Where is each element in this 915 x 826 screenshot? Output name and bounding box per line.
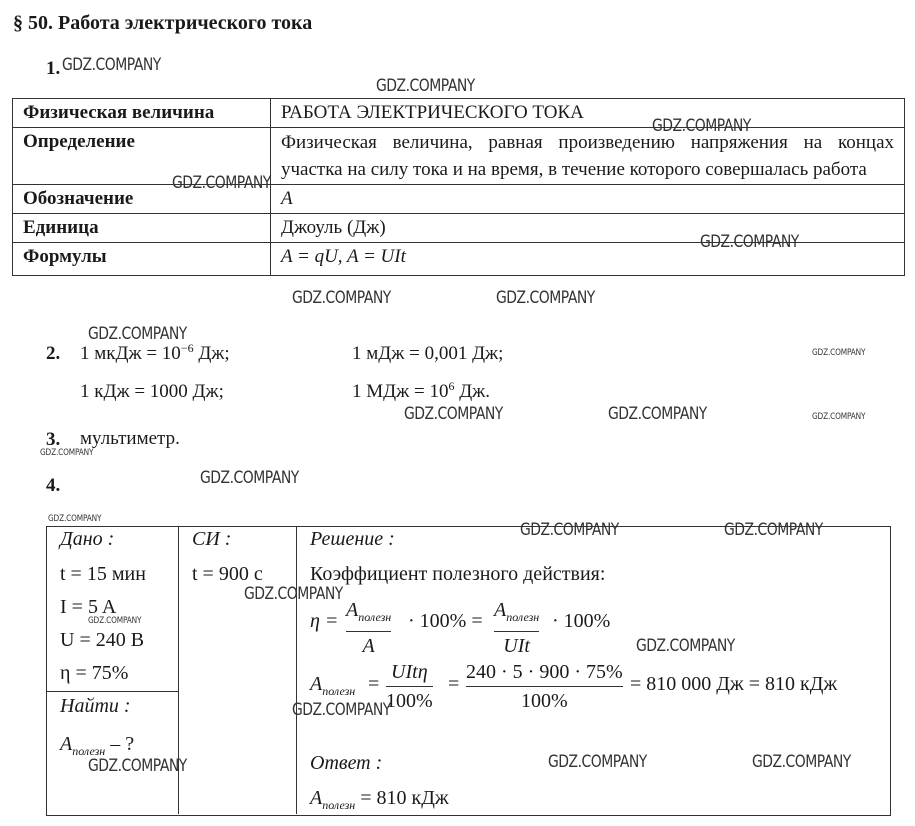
watermark: GDZ.COMPANY (48, 514, 102, 524)
find-header: Найти : (60, 695, 131, 717)
column-divider (296, 526, 297, 814)
watermark: GDZ.COMPANY (88, 324, 187, 344)
watermark: GDZ.COMPANY (636, 636, 735, 656)
eq2-equals-2: = (448, 673, 460, 695)
given-item: I = 5 A (60, 596, 117, 618)
given-item: U = 240 B (60, 629, 145, 651)
row-header: Обозначение (13, 185, 271, 214)
watermark: GDZ.COMPANY (88, 616, 142, 626)
eq1-end: · 100% (552, 610, 611, 632)
table-row (13, 99, 905, 128)
page-title: § 50. Работа электрического тока (13, 12, 313, 34)
watermark: GDZ.COMPANY (292, 288, 391, 308)
given-item: η = 75% (60, 662, 129, 684)
eq2-fraction-2: 240 · 5 · 900 · 75% 100% (466, 661, 623, 712)
row-header: Единица (13, 214, 271, 243)
equation-mj: 1 МДж = $10^6$ Дж. (352, 379, 491, 402)
row-header: Физическая величина (13, 99, 271, 128)
eq1-fraction-1: $A_{полезн}$ A (346, 599, 392, 657)
row-value: A = qU, A = UIt (271, 243, 905, 276)
row-value: Джоуль (Дж) (271, 214, 905, 243)
watermark: GDZ.COMPANY (700, 232, 799, 252)
watermark: GDZ.COMPANY (292, 700, 391, 720)
watermark: GDZ.COMPANY (244, 584, 343, 604)
row-value: Физическая величина, равная произведению напряжения на концах участка на силу тока и на время, в течение которого совершалась работа (271, 128, 905, 185)
task-3-answer: мультиметр. (80, 428, 180, 449)
table-row (13, 128, 905, 185)
watermark: GDZ.COMPANY (812, 412, 866, 422)
watermark: GDZ.COMPANY (40, 448, 94, 458)
eq1-lhs: η = (310, 610, 339, 632)
equation-mj-small: 1 мДж = 0,001 Дж; (352, 343, 504, 364)
watermark: GDZ.COMPANY (496, 288, 595, 308)
si-header: СИ : (192, 528, 232, 550)
row-header: Формулы (13, 243, 271, 276)
solution-intro: Коэффициент полезного действия: (310, 563, 606, 585)
row-value: РАБОТА ЭЛЕКТРИЧЕСКОГО ТОКА (271, 99, 905, 128)
watermark: GDZ.COMPANY (812, 348, 866, 358)
find-item: $A_{полезн}$ – ? (60, 733, 135, 758)
row-header: Определение (13, 128, 271, 185)
watermark: GDZ.COMPANY (752, 752, 851, 772)
eq2-equals: = (368, 673, 380, 695)
watermark: GDZ.COMPANY (200, 468, 299, 488)
watermark: GDZ.COMPANY (548, 752, 647, 772)
table-row (13, 185, 905, 214)
task-4-number: 4. (46, 475, 61, 496)
watermark: GDZ.COMPANY (88, 756, 187, 776)
si-value: t = 900 с (192, 563, 263, 585)
solution-header: Решение : (310, 528, 395, 550)
eq2-fraction-1: UItη 100% (386, 661, 433, 712)
task-1-number: 1. (46, 58, 61, 79)
watermark: GDZ.COMPANY (172, 173, 271, 193)
given-item: t = 15 мин (60, 563, 146, 585)
equation-mkj: 1 мкДж = $10^{-6}$ Дж; (80, 341, 230, 364)
watermark: GDZ.COMPANY (724, 520, 823, 540)
watermark: GDZ.COMPANY (376, 76, 475, 96)
answer-value: $A_{полезн} = 810$ кДж (310, 787, 449, 812)
eq2-lhs: $A_{полезн}$ (310, 673, 356, 698)
task-2-number: 2. (46, 343, 61, 364)
row-divider (46, 691, 178, 692)
given-header: Дано : (60, 528, 115, 550)
row-value: A (271, 185, 905, 214)
eq1-fraction-2: $A_{полезн}$ UIt (494, 599, 540, 657)
watermark: GDZ.COMPANY (652, 116, 751, 136)
watermark: GDZ.COMPANY (608, 404, 707, 424)
watermark: GDZ.COMPANY (404, 404, 503, 424)
task-3-number: 3. (46, 429, 61, 450)
watermark: GDZ.COMPANY (62, 55, 161, 75)
eq2-result: = 810 000 Дж = 810 кДж (630, 673, 838, 695)
watermark: GDZ.COMPANY (520, 520, 619, 540)
eq1-mid: · 100% = (408, 610, 483, 632)
equation-kj: 1 кДж = 1000 Дж; (80, 381, 224, 402)
answer-header: Ответ : (310, 752, 383, 774)
